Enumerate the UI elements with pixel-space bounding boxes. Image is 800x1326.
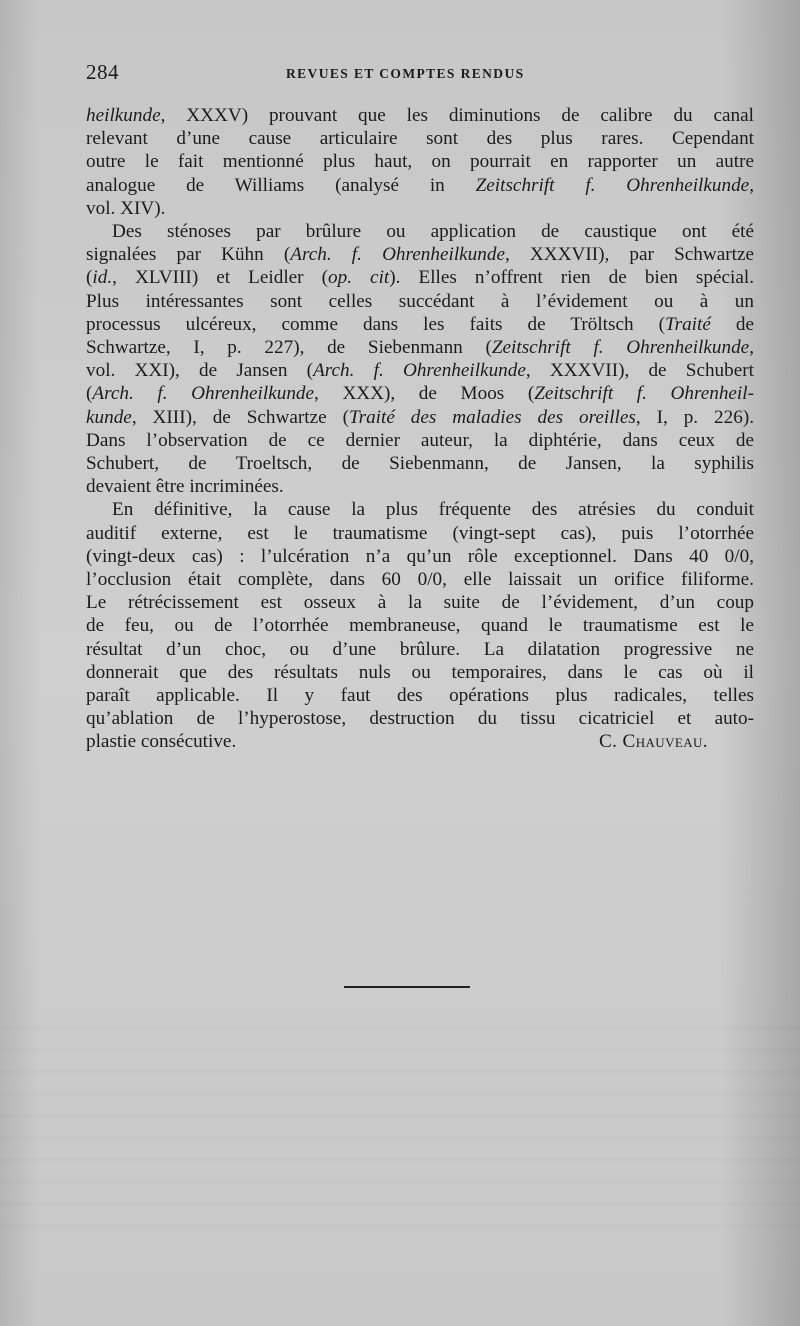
show-through-texture bbox=[0, 1010, 800, 1230]
text-line: vol. XIV). bbox=[86, 197, 166, 219]
text-line: devaient être incriminées. bbox=[86, 476, 284, 498]
text-line: En définitive, la cause la plus fréquente des atrésies du conduit bbox=[112, 499, 754, 521]
text-line: plastie consécutive. bbox=[86, 731, 237, 753]
text-line: (id., XLVIII) et Leidler (op. cit). Elles n’offrent rien de bien spécial. bbox=[86, 267, 754, 289]
text-line: paraît applicable. Il y faut des opérations plus radicales, telles bbox=[86, 685, 754, 707]
page-number: 284 bbox=[86, 60, 119, 84]
running-head bbox=[86, 60, 754, 90]
paragraph-3 bbox=[86, 498, 754, 753]
text-line: kunde, XIII), de Schwartze (Traité des maladies des oreilles, I, p. 226). bbox=[86, 406, 754, 428]
text-line: résultat d’un choc, ou d’une brûlure. La dilatation progressive ne bbox=[86, 638, 754, 660]
text-line: qu’ablation de l’hyperostose, destruction du tissu cicatriciel et auto- bbox=[86, 708, 754, 730]
text-line: Le rétrécissement est osseux à la suite de l’évidement, d’un coup bbox=[86, 592, 754, 614]
text-line: l’occlusion était complète, dans 60 0/0, elle laissait un orifice filiforme. bbox=[86, 569, 754, 591]
text-line: (vingt-deux cas) : l’ulcération n’a qu’un rôle exceptionnel. Dans 40 0/0, bbox=[86, 545, 754, 567]
paragraph-2 bbox=[86, 220, 754, 498]
text-line: Schwartze, I, p. 227), de Siebenmann (Zeitschrift f. Ohrenheilkunde, bbox=[86, 337, 754, 359]
author-signature: C. Chauveau. bbox=[598, 731, 708, 753]
paragraph-1 bbox=[86, 104, 754, 220]
text-line: donnerait que des résultats nuls ou temporaires, dans le cas où il bbox=[86, 661, 754, 683]
text-line: relevant d’une cause articulaire sont des plus rares. Cependant bbox=[86, 128, 754, 150]
text-line: (Arch. f. Ohrenheilkunde, XXX), de Moos (Zeitschrift f. Ohrenheil- bbox=[86, 383, 754, 405]
text-line: outre le fait mentionné plus haut, on pourrait en rapporter un autre bbox=[86, 151, 754, 173]
text-line: processus ulcéreux, comme dans les faits de Tröltsch (Traité de bbox=[86, 313, 754, 335]
text-line: Des sténoses par brûlure ou application de caustique ont été bbox=[112, 221, 754, 243]
text-line: Dans l’observation de ce dernier auteur, la diphtérie, dans ceux de bbox=[86, 429, 754, 451]
text-line: vol. XXI), de Jansen (Arch. f. Ohrenheilkunde, XXXVII), de Schubert bbox=[86, 360, 754, 382]
text-line: analogue de Williams (analysé in Zeitschrift f. Ohrenheilkunde, bbox=[86, 174, 754, 196]
text-line: de feu, ou de l’otorrhée membraneuse, quand le traumatisme est le bbox=[86, 615, 754, 637]
section-end-rule bbox=[344, 986, 470, 988]
closing-line bbox=[86, 730, 754, 753]
body-text bbox=[86, 104, 754, 754]
running-title: REVUES ET COMPTES RENDUS bbox=[286, 66, 525, 81]
text-line: Schubert, de Troeltsch, de Siebenmann, de Jansen, la syphilis bbox=[86, 453, 754, 475]
text-line: auditif externe, est le traumatisme (vingt-sept cas), puis l’otorrhée bbox=[86, 522, 754, 544]
text-line: Plus intéressantes sont celles succédant à l’évidement ou à un bbox=[86, 290, 754, 312]
text-line: heilkunde, XXXV) prouvant que les diminutions de calibre du canal bbox=[86, 105, 754, 126]
text-line: signalées par Kühn (Arch. f. Ohrenheilkunde, XXXVII), par Schwartze bbox=[86, 244, 754, 266]
